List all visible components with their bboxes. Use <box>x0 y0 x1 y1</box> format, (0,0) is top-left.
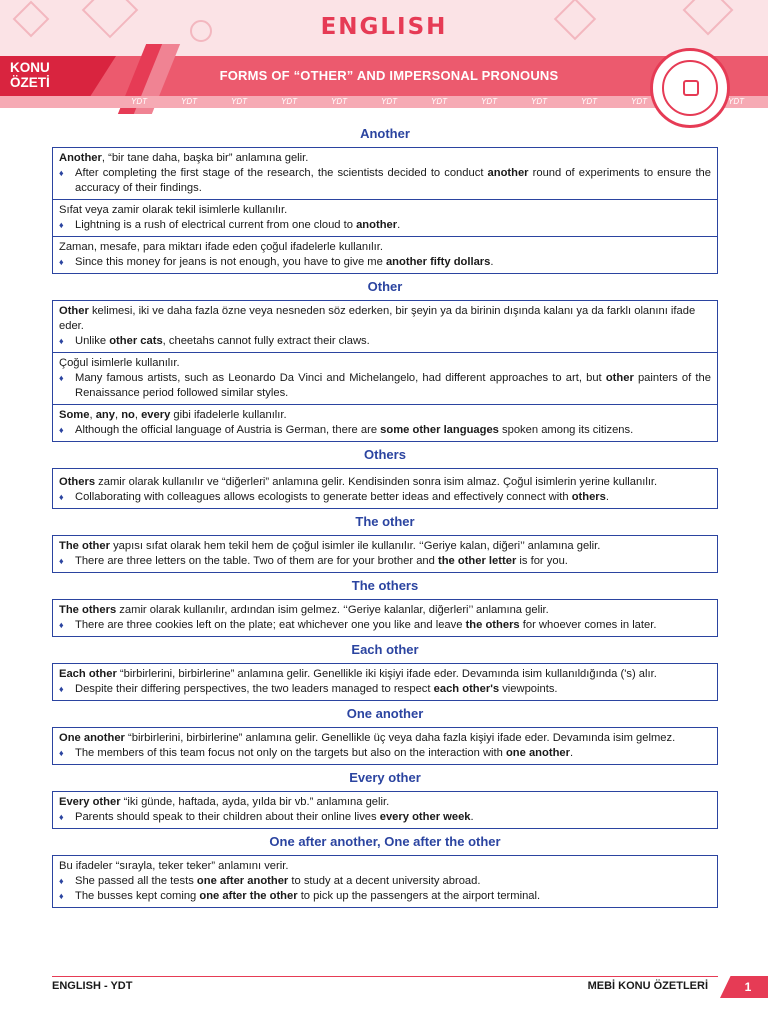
text-run: Lightning is a rush of electrical current from one cloud to <box>75 219 357 231</box>
rule-text <box>59 539 711 554</box>
text-run: Sıfat veya zamir olarak tekil isimlerle kullanılır. <box>59 204 288 216</box>
text-run: “iki günde, haftada, ayda, yılda bir vb.” anlamına gelir. <box>120 796 390 808</box>
example-sentence <box>59 490 711 505</box>
section-box <box>52 535 718 573</box>
footer-subject: ENGLISH - YDT <box>52 980 133 992</box>
rule-block <box>53 469 717 508</box>
keyword: other cats <box>109 335 163 347</box>
keyword: others <box>571 491 606 503</box>
text-run: There are three cookies left on the plate; eat whichever one you like and leave <box>75 619 466 631</box>
section-box <box>52 855 718 908</box>
ministry-seal-logo <box>650 48 730 128</box>
text-run: Collaborating with colleagues allows ecologists to generate better ideas and effectively connect with <box>75 491 572 503</box>
text-run: The members of this team focus not only on the targets but also on the interaction with <box>75 747 506 759</box>
text-run: Despite their differing perspectives, the two leaders managed to respect <box>75 683 434 695</box>
footer-series: MEBİ KONU ÖZETLERİ <box>587 980 708 992</box>
keyword: Every other <box>59 796 121 808</box>
text-run: spoken among its citizens. <box>498 424 634 436</box>
page-title: FORMS OF “OTHER” AND IMPERSONAL PRONOUNS <box>219 68 559 83</box>
text-run: . <box>605 491 609 503</box>
rule-text <box>59 731 711 746</box>
rule-block <box>53 236 717 273</box>
text-run: , “bir tane daha, başka bir” anlamına gelir. <box>101 152 309 164</box>
keyword: one another <box>505 747 570 759</box>
example-sentence <box>59 166 711 196</box>
rule-block <box>53 404 717 441</box>
example-sentence <box>59 218 711 233</box>
topic-summary-content <box>52 126 718 913</box>
ydt-strip-label: YDT <box>181 97 197 106</box>
text-run: yapısı sıfat olarak hem tekil hem de çoğul isimler ile kullanılır. ‘‘Geriye kalan, diğeri’’ anlamına gelir. <box>109 540 601 552</box>
keyword: Another <box>59 152 102 164</box>
section-box <box>52 468 718 509</box>
section-title: One after another, One after the other <box>269 834 501 849</box>
keyword: every <box>141 409 171 421</box>
rule-block <box>53 536 717 572</box>
keyword: The other <box>59 540 110 552</box>
text-run: , <box>134 409 142 421</box>
example-text <box>75 255 711 270</box>
text-run: Unlike <box>75 335 110 347</box>
ydt-strip-label: YDT <box>728 97 744 106</box>
example-sentence <box>59 889 711 904</box>
rule-text <box>59 304 711 334</box>
keyword: one after the other <box>199 890 298 902</box>
text-run: After completing the first stage of the research, the scientists decided to conduct <box>75 167 488 179</box>
section-box <box>52 147 718 274</box>
example-sentence <box>59 874 711 889</box>
text-run: painters of the Renaissance period followed similar styles. <box>75 372 711 399</box>
ydt-strip-label: YDT <box>381 97 397 106</box>
rule-text <box>59 203 711 218</box>
text-run: , <box>114 409 122 421</box>
example-sentence <box>59 554 711 569</box>
example-text <box>75 423 711 438</box>
section-box <box>52 791 718 829</box>
ydt-strip-label: YDT <box>631 97 647 106</box>
text-run: Since this money for jeans is not enough, you have to give me <box>75 256 386 268</box>
diamond-bullet-icon: ♦ <box>59 876 64 886</box>
ydt-strip-label: YDT <box>481 97 497 106</box>
subject-title: ENGLISH <box>320 14 448 40</box>
diamond-bullet-icon: ♦ <box>59 684 64 694</box>
diamond-bullet-icon: ♦ <box>59 168 64 178</box>
keyword: Other <box>59 305 89 317</box>
text-run: Çoğul isimlerle kullanılır. <box>59 357 180 369</box>
rule-text <box>59 475 711 490</box>
rule-block <box>53 148 717 199</box>
section-box <box>52 663 718 701</box>
keyword: Some <box>59 409 90 421</box>
rule-block <box>53 664 717 700</box>
text-run: She passed all the tests <box>75 875 197 887</box>
example-sentence <box>59 255 711 270</box>
rule-text <box>59 356 711 371</box>
ydt-strip-label: YDT <box>231 97 247 106</box>
rule-text <box>59 795 711 810</box>
example-text <box>75 334 711 349</box>
example-text <box>75 554 711 569</box>
keyword: Each other <box>59 668 117 680</box>
text-run: Although the official language of Austria is German, there are <box>75 424 381 436</box>
example-sentence <box>59 810 711 825</box>
keyword: another <box>356 219 398 231</box>
keyword: the others <box>465 619 520 631</box>
text-run: is for you. <box>516 555 568 567</box>
diamond-bullet-icon: ♦ <box>59 425 64 435</box>
ydt-strip-label: YDT <box>531 97 547 106</box>
text-run: . <box>490 256 494 268</box>
example-text <box>75 490 711 505</box>
text-run: viewpoints. <box>499 683 558 695</box>
example-sentence <box>59 746 711 761</box>
text-run: gibi ifadelerle kullanılır. <box>170 409 287 421</box>
diamond-bullet-icon: ♦ <box>59 556 64 566</box>
keyword: the other letter <box>437 555 517 567</box>
example-text <box>75 166 711 196</box>
ydt-strip-label: YDT <box>331 97 347 106</box>
diamond-bullet-icon: ♦ <box>59 220 64 230</box>
diamond-bullet-icon: ♦ <box>59 336 64 346</box>
ydt-strip-label: YDT <box>131 97 147 106</box>
rule-block <box>53 856 717 907</box>
keyword: another <box>487 167 529 179</box>
text-run: kelimesi, iki ve daha fazla özne veya nesneden söz ederken, bir şeyin ya da birinin dışında kalanı ya da farklı olanını ifade eder. <box>59 305 696 332</box>
text-run: . <box>569 747 574 759</box>
rule-block <box>53 600 717 636</box>
keyword: other <box>605 372 634 384</box>
diamond-bullet-icon: ♦ <box>59 257 64 267</box>
page-number: 1 <box>744 980 752 994</box>
diamond-bullet-icon: ♦ <box>59 373 64 383</box>
example-sentence <box>59 334 711 349</box>
section-title: One another <box>346 706 424 721</box>
keyword: each other's <box>433 683 500 695</box>
text-run: The busses kept coming <box>75 890 200 902</box>
example-text <box>75 682 711 697</box>
diamond-bullet-icon: ♦ <box>59 620 64 630</box>
ydt-strip-label: YDT <box>581 97 597 106</box>
section-title: The others <box>351 578 419 593</box>
example-sentence <box>59 682 711 697</box>
example-text <box>75 810 711 825</box>
keyword: one after another <box>196 875 289 887</box>
text-run: There are three letters on the table. Two of them are for your brother and <box>75 555 438 567</box>
text-run: zamir olarak kullanılır ve “diğerleri” anlamına gelir. Kendisinden sonra isim almaz. Çoğul isimlerin yerine kullanılır. <box>95 476 658 488</box>
text-run: “birbirlerini, birbirlerine” anlamına gelir. Genellikle iki kişiyi ifade eder. Devamında isim kullanıldığında ('s) alır. <box>116 668 657 680</box>
rule-block <box>53 301 717 352</box>
section-title: Every other <box>349 770 421 785</box>
footer-divider <box>52 976 718 977</box>
text-run: to pick up the passengers at the airport terminal. <box>297 890 541 902</box>
text-run: Zaman, mesafe, para miktarı ifade eden çoğul ifadelerle kullanılır. <box>59 241 383 253</box>
text-run: , <box>89 409 96 421</box>
rule-text <box>59 603 711 618</box>
text-run: . <box>397 219 401 231</box>
section-title: Others <box>364 447 406 462</box>
text-run: zamir olarak kullanılır, ardından isim gelmez. ‘‘Geriye kalanlar, diğerleri’’ anlamına gelir. <box>116 604 549 616</box>
text-run: Parents should speak to their children about their online lives <box>75 811 380 823</box>
diamond-bullet-icon: ♦ <box>59 812 64 822</box>
section-box <box>52 300 718 442</box>
keyword: The others <box>59 604 117 616</box>
text-run: round of experiments to ensure the accuracy of their findings. <box>75 167 712 194</box>
text-run: . <box>470 811 474 823</box>
keyword: Others <box>59 476 96 488</box>
example-sentence <box>59 618 711 633</box>
text-run: Many famous artists, such as Leonardo Da Vinci and Michelangelo, had different approaches to art, but <box>75 372 606 384</box>
section-box <box>52 599 718 637</box>
ydt-strip-label: YDT <box>281 97 297 106</box>
text-run: “birbirlerini, birbirlerine” anlamına gelir. Genellikle üç veya daha fazla kişiyi ifade eder. Devamında isim gelmez. <box>124 732 676 744</box>
keyword: no <box>121 409 135 421</box>
example-text <box>75 218 711 233</box>
text-run: Bu ifadeler “sırayla, teker teker” anlamını verir. <box>59 860 289 872</box>
section-title: Another <box>360 126 410 141</box>
keyword: One another <box>59 732 125 744</box>
example-text <box>75 618 711 633</box>
diamond-bullet-icon: ♦ <box>59 891 64 901</box>
example-text <box>75 874 711 889</box>
rule-text <box>59 859 711 874</box>
rule-text <box>59 240 711 255</box>
keyword: any <box>95 409 115 421</box>
example-sentence <box>59 423 711 438</box>
example-text <box>75 889 711 904</box>
keyword: some other languages <box>380 424 499 436</box>
rule-block <box>53 792 717 828</box>
section-title: Each other <box>351 642 419 657</box>
keyword: every other week <box>379 811 471 823</box>
example-text <box>75 371 711 401</box>
text-run: to study at a decent university abroad. <box>288 875 481 887</box>
text-run: , cheetahs cannot fully extract their claws. <box>162 335 370 347</box>
rule-block <box>53 352 717 404</box>
example-sentence <box>59 371 711 401</box>
ydt-strip-label: YDT <box>431 97 447 106</box>
rule-text <box>59 151 711 166</box>
section-title: The other <box>355 514 415 529</box>
section-title: Other <box>367 279 403 294</box>
keyword: another fifty dollars <box>385 256 491 268</box>
rule-block <box>53 728 717 764</box>
rule-text <box>59 408 711 423</box>
section-box <box>52 727 718 765</box>
rule-text <box>59 667 711 682</box>
konu-ozeti-label: KONU ÖZETİ <box>10 60 50 90</box>
diamond-bullet-icon: ♦ <box>59 492 64 502</box>
example-text <box>75 746 711 761</box>
rule-block <box>53 199 717 236</box>
text-run: for whoever comes in later. <box>519 619 657 631</box>
diamond-bullet-icon: ♦ <box>59 748 64 758</box>
